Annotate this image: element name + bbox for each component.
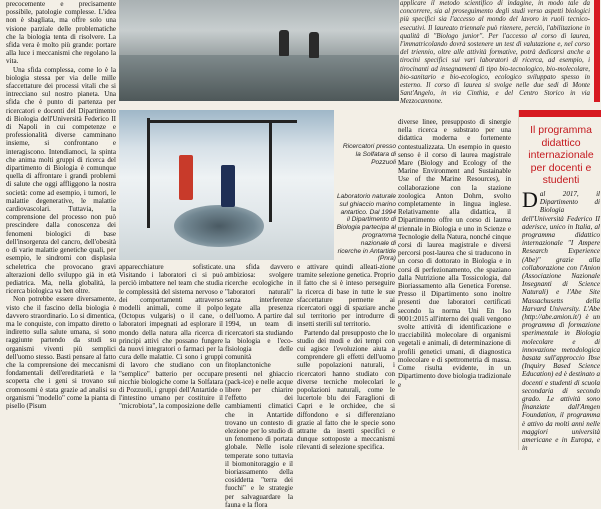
article-column-4 [225,263,293,509]
paragraph: diverse linee, presupposto di sinergie nella ricerca e substrato per una didattica moderna e fortemente contestualizzata. Un esempio in questo senso è il corso di laurea magistrale Mare (Biology and Ecology of the Marine Environment and Sustainable Use of the Marine Resources), in collaborazione con la stazione zoologica Anton Dohrn, svolto completamente in lingua inglese. Relativamente alla didattica, il Dipartimento offre un corso di laurea triennale in Biologia e uno in Scienze e Tecnologie della Natura, nonché cinque corsi di laurea magistrale e diversi percorsi post-laurea che si traducono in un corso di dottorato in Biologia e in corsi di perfezionamento, che spaziano dalla Nutrizione alla Tossicologia, dal Bioriassamento alla Genetica Forense. Presso il Dipartimento sono inoltre presenti due laboratori certificati secondo la norma Uni En Iso 9001:2015 all'interno dei quali vengono svolte attività di identificazione e tracciabilità molecolare di organismi vegetali e animali, di determinazione di profili genetici umani, di diagnostica molecolare e di spettrometria di massa. Come risulta evidente, in un Dipartimento dove biologia tradizionale e [398,118,511,389]
photo-person [179,155,193,200]
article-column-1 [6,0,116,450]
paragraph: Una sfida complessa, come lo è la biologia stessa per via delle mille sfaccettature dei processi vitali che si intrecciano sul nostro pianeta. Una sfida che è punto di partenza per ricercatori e docenti del Dipartimento di Biologia dell'Università Federico II di Napoli in cui competenze e professionalità diverse camminano insieme, si confrontano e interagiscono. Intendiamoci, la spinta che anima molti gruppi di ricerca del dipartimento di Biologia è comunque quella di affrontare i grandi problemi di salute che oggi affliggono la nostra società: come ad esempio, i tumori, le malattie degenerative, le malattie cardiovascolari. Tuttavia, la comprensione del processo non può prescindere dalla conoscenza dei fenomeni biologici di base dell'insorgenza del cancro, dell'obesità o di varie malattie genetiche quali, per esempio, le sindromi con displasia scheletrica che provocano gravi alterazioni dello sviluppo già in età pediatrica. Ma, nella globalità, la ricerca biologica va ben oltre. [6,65,116,296]
paragraph: apparecchiature sofisticate. Visitando i laboratori ci si può perciò imbattere nel team che studia le complessità del sistema nervoso e dei comportamenti attraverso modelli animali, come il polpo (Octopus vulgaris) o il cane, o laboratori impegnati ad esplorare il mondo della natura alla ricerca di principi attivi che possano fungere da nuovi integratori o farmaci per la cura delle malattie. Ci sono i gruppi di lavoro che studiano con un "semplice" batterio per occupare nicchie biologiche come la Solfatara di Pozzuoli, i gruppi dell'Antartide o l'intestino umano per costituire il "microbiota", la composizione delle [119,263,223,411]
photo-water [119,55,399,101]
article-column-6 [398,118,511,450]
paragraph: una sfida davvero ambiziosa: svolgere ricerche ecologiche in "laboratori naturali" senza interferenze legate alla presenza dell'uomo. A partire dal 1994, un team di ricercatori sta studiando la biologia e l'eco-fisiologia delle comunità fitoplanctoniche presenti nel ghiaccio (pack-ice) e nelle acque libere per chiarire l'effetto dei cambiamenti climatici che in Antartide trovano un contesto di elezione per lo studio di un fenomeno di portata globale. Nelle isole temperate sono tuttavia il biomonitoraggio e il bioriassamento della cosiddetta "terra dei fuochi" e le strategie per salvaguardare la fauna e la flora [225,263,293,509]
article-column-5 [297,263,395,450]
photo-person [221,165,235,207]
photo-antarctic-lab [119,110,334,260]
paragraph: Partendo dal presupposto che lo studio dei modi e dei tempi con cui agisce l'evoluzione aiuta a comprendere gli effetti dell'uomo sulle popolazioni naturali, i ricercatori hanno studiato con diverse tecniche molecolari le popolazioni naturali, come le lucertole blu dei Faraglioni di Capri e le orchidee, che si diffondono e si differenziano grazie al fatto che le specie sono attratte da insetti specifici e dunque sottoposte a meccanismi rilevanti di selezione specifica. [297,328,395,452]
photo-figure [279,30,289,56]
photo-pole [269,122,272,222]
paragraph: e attivare quindi alleati-zione tramite selezione genetica. Proprio il fatto che si è inteso perseguire la ricerca di base in tutte le sue sfaccettature permette ai ricercatori oggi di spaziare anche sul territorio per introdurre di insetti sterili sul territorio. [297,263,395,329]
photo-ice-hole [174,205,264,247]
sidebar-accent-bar [519,110,601,117]
paragraph: precocemente e precisamente possibile, patologie complesse. L'idea non è sbagliata, ma offre solo una visione parziale delle problematiche che la biologia tenta di risolvere. La sfida vera è molto più grande: portare alla luce i meccanismi che regolano la vita. [6,0,116,66]
drop-cap: D [522,187,538,212]
photo-solfatara-researchers [119,0,399,101]
paragraph [522,187,600,453]
accent-edge [594,0,600,102]
sidebar-text: al 2017, il Dipartimento di Biologia dell'Università Federico II aderisce, unico in Italia, al programma didattico internazionale "I Ampere Research Experience (Abe)" grazie alla collaborazione con l'Anion (Associazione Nazionale Insegnanti di Science Naturali) e l'Abe Site Massachusetts della Harvard University. L'Abe (http://abe.amion.it/) è un programma di formazione sperimentale in Biologia molecolare e di innovazione metodologica basata sull'approccio Ibse (Inquiry Based Science Education) ed è destinato a docenti e studenti di scuola secondaria di secondo grado. Le attività sono finanziate dall'Amgen Foundation, il programma è attivo da molti anni nelle maggiori università americane e in Europa, e in [522,190,600,453]
article-column-3 [119,263,223,450]
photo-pole [147,120,297,123]
sidebar-body [522,187,600,453]
photo-caption: Ricercatori presso la Solfatara di Pozzuoli [342,143,396,166]
photo-caption: Laboratorio naturale sul ghiaccio marino antartico. Dal 1994 il Dipartimento di Biologia partecipa al programma nazionale di ricerche in Antartide (Pnra) [336,193,396,263]
photo-pole [147,118,150,228]
paragraph: applicare il metodo scientifico di indagine, in modo tale da concorrere, sia al proseguimento degli studi verso aspetti biologici più specifici sia l'accesso al mondo del lavoro in ruoli tecnico-esecutivi. Il laureato triennale può ritenere, perciò, l'abilitazione in qualità di "Biologo junior". Per l'accesso al corso di laurea, l'immatricolando dovrà sostenere un test di valutazione e, nel corso del triennio, oltre alle attività formative, potrà dedicarsi anche a tirocini specifici sui vari laboratori di ricerca, ad esempio, i tirocinanti ad insegnamenti di tipo bio-tecnologico, bio-molecolare, bio-sanitario e bio-ecologico, ecologico sviluppato spesso in esterno. Il corso di laurea si svolge nelle due sedi di Monte Sant'Angelo, in via Cinthia, e del Centro Storico in via Mezzocannone. [400,0,590,106]
course-description [400,0,590,106]
paragraph: Non potrebbe essere diversamente, visto che il fascino della biologia è davvero straordinario. Lo si dimentica, ma le conquiste, con impatto diretto o indiretto sulla salute umana, si sono raggiunte partendo da studi su organismi viventi più semplici dell'uomo stesso. Basti pensare al fatto che la comprensione dei meccanismi fondamentali dell'ereditarietà e la scoperta che i geni si trovano sui cromosomi è stata grazie ad analisi su organismi "modello" come la pianta di pisello (Pisum [6,295,116,410]
photo-figure [309,32,319,58]
sidebar-title: Il programma didattico internazionale per docenti e studenti [528,124,594,186]
